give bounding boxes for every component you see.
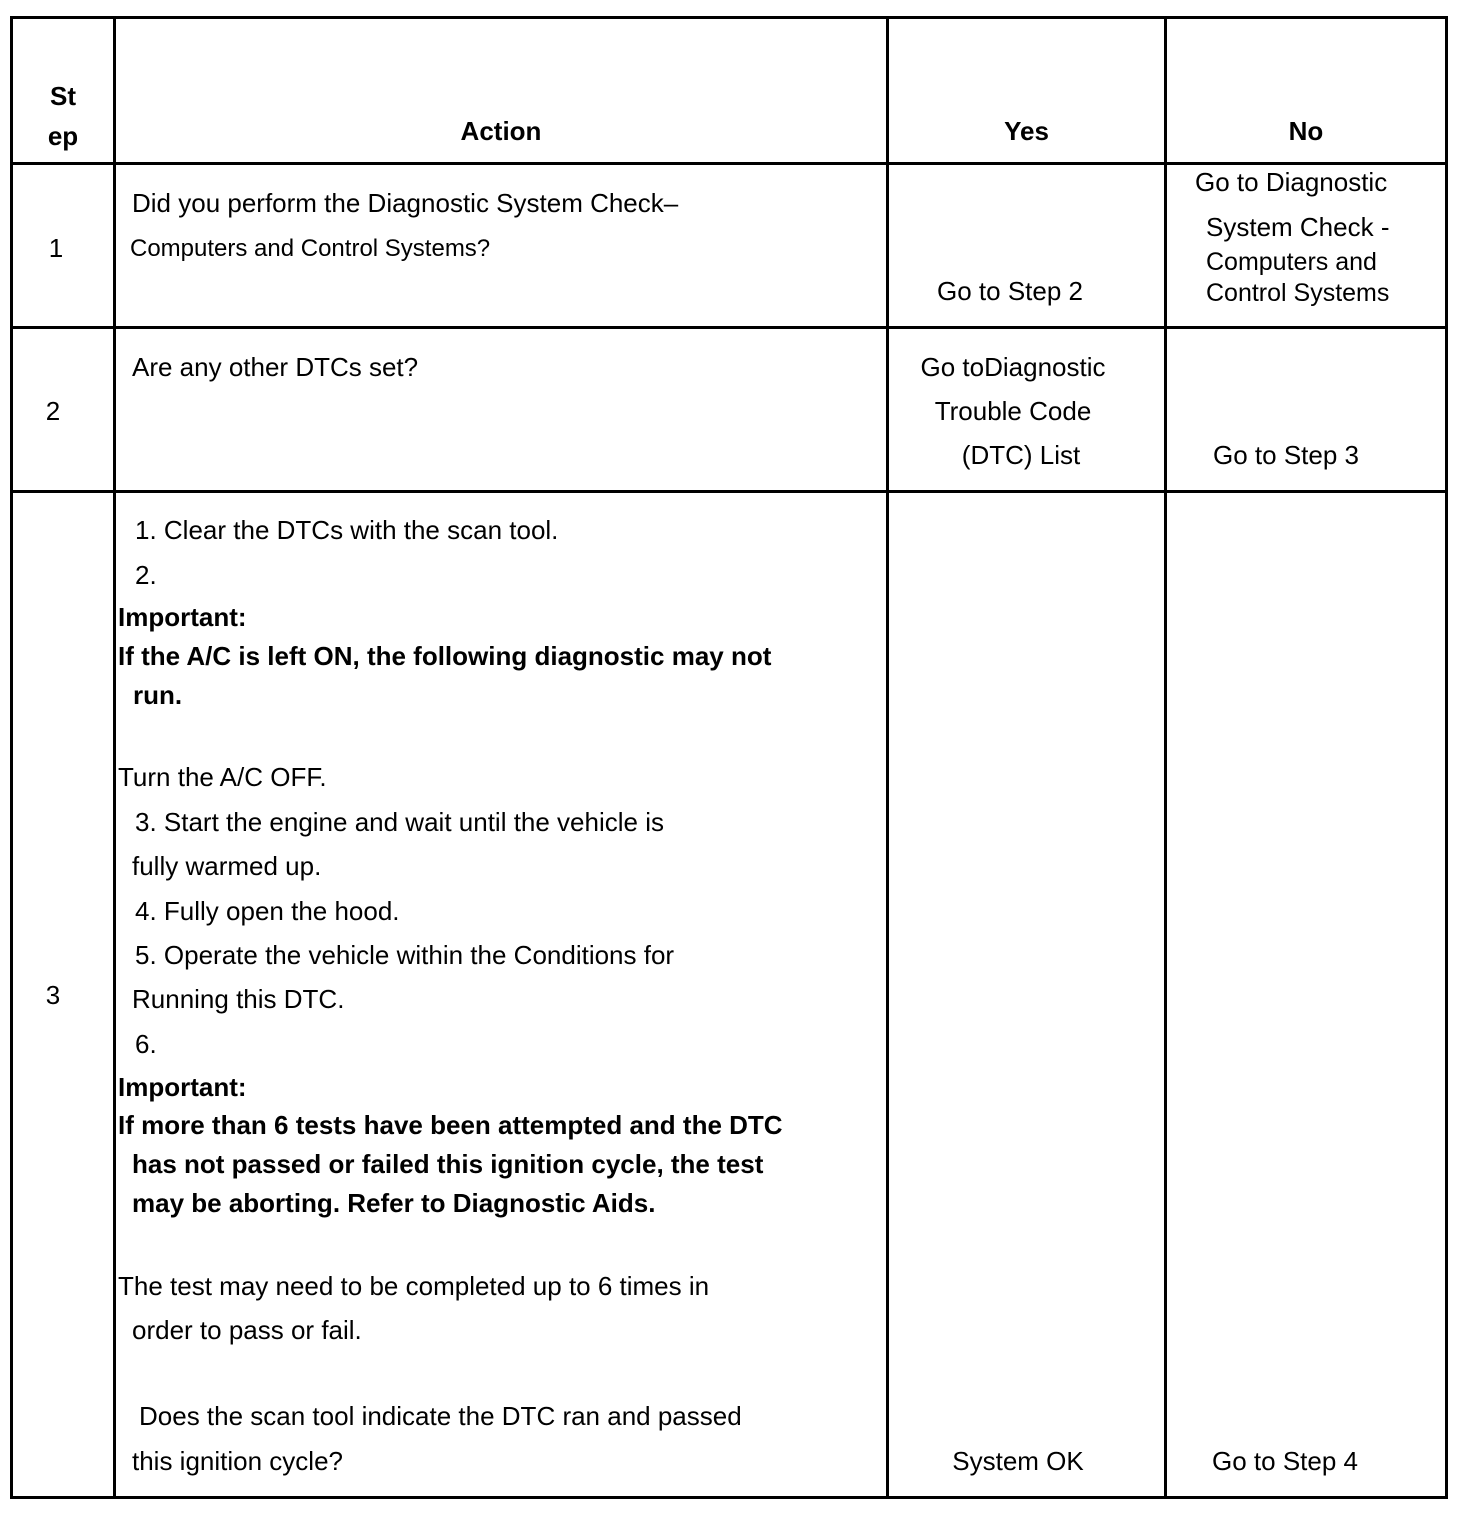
row-2-step: 2 (45, 396, 61, 426)
row-3-action-line-19: Does the scan tool indicate the DTC ran and passed (139, 1401, 742, 1431)
row-3-action-line-11: Running this DTC. (132, 984, 345, 1014)
step-column-divider (113, 16, 116, 1499)
row-1-action-line-1: Did you perform the Diagnostic System Check– (132, 188, 679, 218)
row-3-action-line-15: has not passed or failed this ignition cycle, the test (132, 1149, 764, 1179)
row-3-action-line-7: 3. Start the engine and wait until the vehicle is (135, 807, 664, 837)
header-yes: Yes (1004, 116, 1049, 146)
row-3-no: Go to Step 4 (1212, 1446, 1358, 1476)
yes-column-divider (1164, 16, 1167, 1499)
row-3-action-line-5: run. (133, 680, 183, 710)
header-action: Action (460, 116, 542, 146)
row-2-divider (10, 490, 1448, 493)
row-1-step: 1 (48, 233, 64, 263)
row-3-action-line-20: this ignition cycle? (132, 1446, 343, 1476)
table-border-bottom (10, 1496, 1448, 1499)
row-3-action-line-6: Turn the A/C OFF. (118, 762, 327, 792)
row-1-no-line-2: System Check - (1206, 212, 1390, 242)
row-3-action-line-14: If more than 6 tests have been attempted and the DTC (118, 1110, 783, 1140)
header-step-line-2: ep (47, 121, 79, 151)
row-3-action-line-10: 5. Operate the vehicle within the Conditions for (135, 940, 675, 970)
row-1-action-line-2: Computers and Control Systems? (130, 235, 491, 262)
row-3-action-line-17: The test may need to be completed up to 6 times in (118, 1271, 710, 1301)
row-2-no: Go to Step 3 (1213, 440, 1359, 470)
row-2-yes-line-2: Trouble Code (934, 396, 1092, 426)
row-3-action-line-9: 4. Fully open the hood. (135, 896, 400, 926)
row-3-action-line-4: If the A/C is left ON, the following diagnostic may not (118, 641, 772, 671)
row-1-no-line-1: Go to Diagnostic (1195, 167, 1388, 197)
row-2-action-line-1: Are any other DTCs set? (132, 352, 419, 382)
action-column-divider (886, 16, 889, 1499)
table-border-left (10, 16, 13, 1499)
row-3-step: 3 (45, 980, 61, 1010)
row-1-yes: Go to Step 2 (937, 276, 1083, 306)
row-2-yes-line-1: Go toDiagnostic (920, 352, 1106, 382)
row-3-action-line-8: fully warmed up. (132, 851, 322, 881)
row-3-action-line-18: order to pass or fail. (132, 1315, 362, 1345)
header-step (14, 76, 112, 156)
header-row-divider (10, 162, 1448, 165)
row-3-action-line-16: may be aborting. Refer to Diagnostic Aids. (132, 1188, 656, 1218)
row-1-no-line-4: Control Systems (1206, 279, 1390, 307)
row-3-action-line-13: Important: (118, 1072, 247, 1102)
row-3-action-line-2: 2. (135, 560, 157, 590)
table-border-right (1445, 16, 1448, 1499)
row-3-action-line-3: Important: (118, 602, 247, 632)
table-border-top (10, 16, 1448, 19)
row-1-no-line-3: Computers and (1206, 248, 1377, 276)
row-3-action-line-1: 1. Clear the DTCs with the scan tool. (135, 515, 559, 545)
row-1-divider (10, 326, 1448, 329)
row-3-action-line-12: 6. (135, 1029, 157, 1059)
row-2-yes-line-3: (DTC) List (961, 440, 1081, 470)
header-step-line-1: St (50, 81, 76, 111)
header-no: No (1288, 116, 1324, 146)
row-3-yes: System OK (952, 1446, 1084, 1476)
